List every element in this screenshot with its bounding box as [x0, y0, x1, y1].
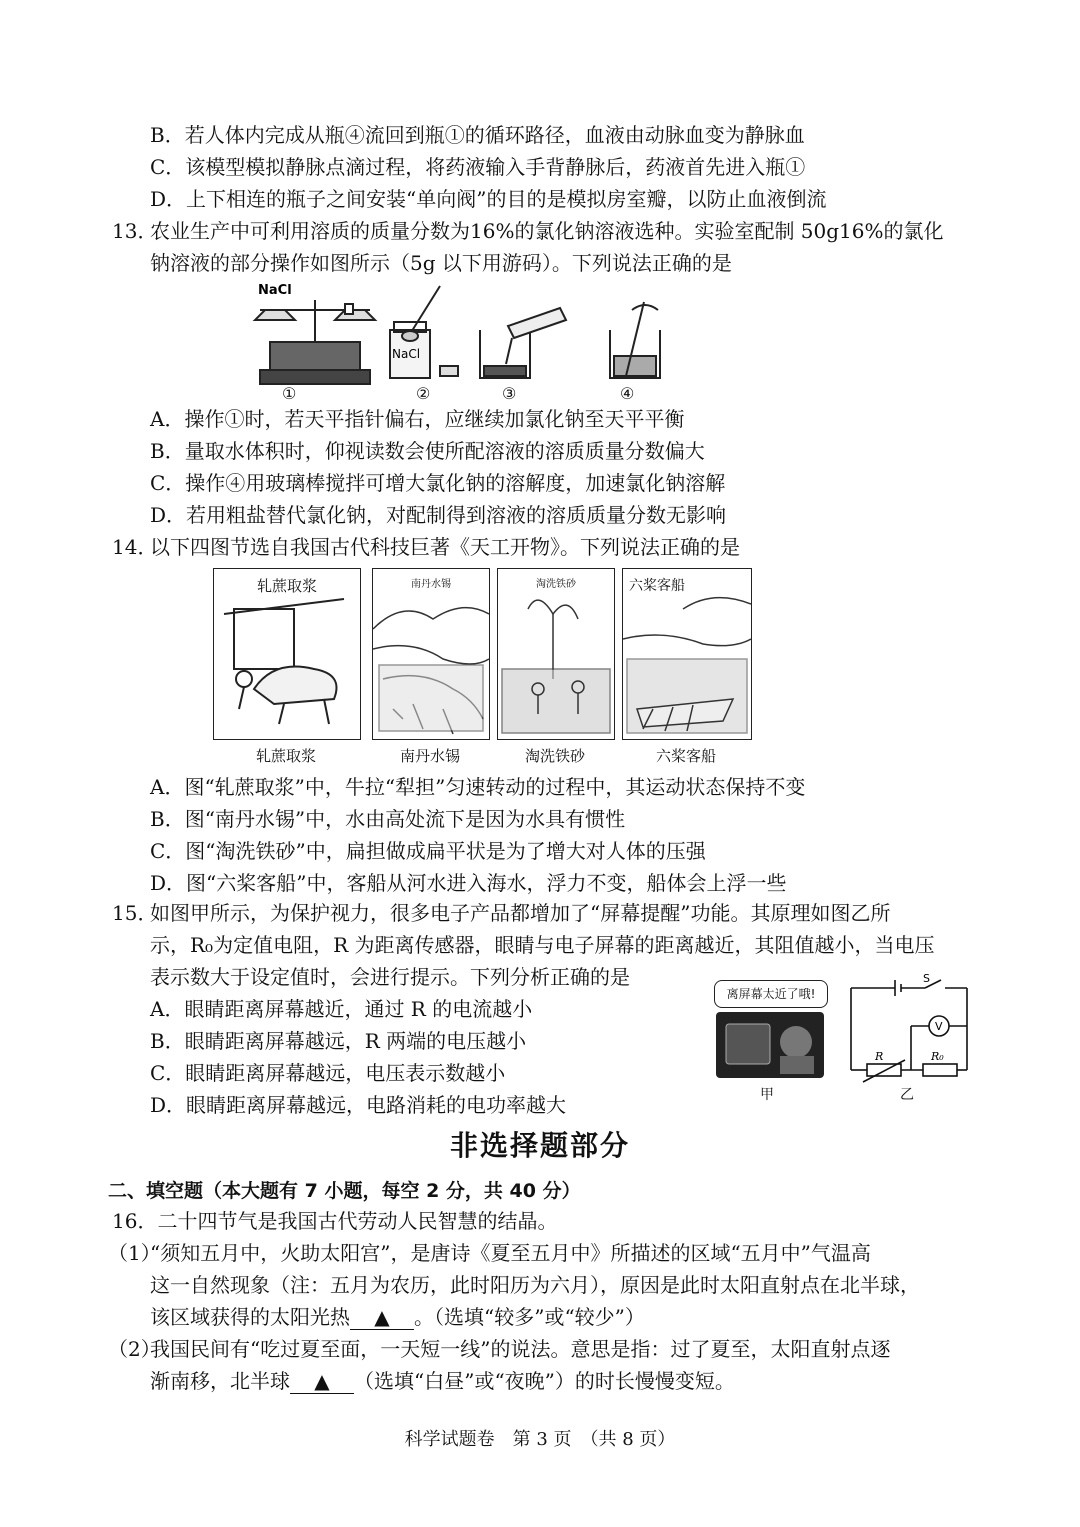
- q16-part1-line3-post: 。（选填“较多”或“较少”）: [414, 1305, 645, 1329]
- voltmeter-label: V: [935, 1020, 943, 1033]
- page-footer: 科学试题卷 第 3 页 （共 8 页）: [404, 1429, 676, 1450]
- q16-part2-line2: [150, 1366, 735, 1396]
- q13-option-d: D．若用粗盐替代氯化钠，对配制得到溶液的溶质质量分数无影响: [150, 503, 727, 527]
- q13-stem-line1: 农业生产中可利用溶质的质量分数为16%的氯化钠溶液选种。实验室配制 50g16%的氯化: [150, 219, 944, 243]
- fig-yi-label: 乙: [900, 1087, 914, 1103]
- picture-caption-liujiang: 六桨客船: [655, 747, 716, 765]
- q14-option-a: A．图“轧蔗取浆”中，牛拉“犁担”匀速转动的过程中，其运动状态保持不变: [150, 775, 806, 799]
- q16-part1-line3: [150, 1302, 645, 1332]
- stirring-beaker-illustration: [610, 302, 660, 378]
- q14-option-c: C．图“淘洗铁砂”中，扁担做成扁平状是为了增大对人体的压强: [150, 839, 706, 863]
- nacl-jar-label: NaCl: [392, 347, 421, 361]
- answer-blank-2[interactable]: ▲: [290, 1369, 354, 1394]
- q16-part2-line1: 我国民间有“吃过夏至面，一天短一线”的说法。意思是指：过了夏至，太阳直射点逐: [150, 1337, 891, 1361]
- q13-option-b: B．量取水体积时，仰视读数会使所配溶液的溶质质量分数偏大: [150, 439, 705, 463]
- phone-photo: [716, 1012, 824, 1078]
- picture-zhazhe: [213, 568, 361, 740]
- switch-label: S: [923, 974, 930, 985]
- solution-prep-illustration: [240, 280, 680, 400]
- q16-part2-label: （2）: [108, 1337, 161, 1361]
- picture-caption-taoxi: 淘洗铁砂: [524, 747, 585, 765]
- q16-part2-line2-post: （选填“白昼”或“夜晚”）的时长慢慢变短。: [354, 1369, 735, 1393]
- picture-caption-zhazhe: 轧蔗取浆: [255, 747, 316, 765]
- resistor-r0-label: R₀: [931, 1050, 944, 1063]
- step-mark-2: ②: [416, 384, 431, 403]
- nacl-jar-illustration: [390, 286, 458, 378]
- mountain-water-drawing: [373, 569, 489, 739]
- circuit-diagram: [845, 974, 975, 1084]
- step-mark-4: ④: [620, 384, 635, 403]
- answer-blank-1[interactable]: ▲: [350, 1305, 414, 1330]
- q15-stem-line1: 如图甲所示，为保护视力，很多电子产品都增加了“屏幕提醒”功能。其原理如图乙所: [150, 901, 891, 925]
- q16-part1-label: （1）: [108, 1241, 161, 1265]
- q13-option-c: C．操作④用玻璃棒搅拌可增大氯化钠的溶解度，加速氯化钠溶解: [150, 471, 726, 495]
- picture-inner-title: 轧蔗取浆: [256, 577, 317, 595]
- q13-stem-line2: 钠溶液的部分操作如图所示（5g 以下用游码）。下列说法正确的是: [150, 251, 732, 275]
- iron-sand-drawing: [498, 569, 614, 739]
- section-title: 非选择题部分: [449, 1129, 630, 1162]
- q14-number: 14．: [112, 535, 158, 559]
- picture-inner-title: 淘洗铁砂: [536, 579, 576, 590]
- q15-number: 15．: [112, 901, 158, 925]
- picture-caption-nandan: 南丹水锡: [399, 747, 460, 765]
- q13-number: 13．: [112, 219, 158, 243]
- q16-part1-line1: “须知五月中，火助太阳宫”，是唐诗《夏至五月中》所描述的区域“五月中”气温高: [150, 1241, 871, 1265]
- picture-taoxi: [497, 568, 615, 740]
- q15-stem-line2: 示，R₀为定值电阻，R 为距离传感器，眼睛与电子屏幕的距离越近，其阻值越小，当电压: [150, 933, 935, 957]
- picture-inner-title: 六桨客船: [629, 578, 685, 594]
- q15-stem-line3: 表示数大于设定值时，会进行提示。下列分析正确的是: [150, 965, 630, 989]
- picture-nandan: [372, 568, 490, 740]
- q14-option-d: D．图“六桨客船”中，客船从河水进入海水，浮力不变，船体会上浮一些: [150, 871, 787, 895]
- q15-option-d: D．眼睛距离屏幕越远，电路消耗的电功率越大: [150, 1093, 567, 1117]
- q15-option-a: A．眼睛距离屏幕越近，通过 R 的电流越小: [150, 997, 533, 1021]
- balance-illustration: [255, 300, 375, 384]
- ox-press-drawing: [214, 569, 360, 739]
- q13-figure: [240, 280, 680, 400]
- reminder-bubble: 离屏幕太近了哦!: [714, 980, 828, 1008]
- nacl-top-label: NaCl: [258, 283, 292, 298]
- step-mark-1: ①: [282, 384, 297, 403]
- six-oar-boat-drawing: [623, 569, 751, 739]
- phone-user-drawing: [716, 1012, 824, 1078]
- fig-jia-label: 甲: [760, 1087, 774, 1103]
- step-mark-3: ③: [502, 384, 517, 403]
- picture-inner-title: 南丹水锡: [411, 579, 451, 590]
- q12-option-b: B．若人体内完成从瓶④流回到瓶①的循环路径，血液由动脉血变为静脉血: [150, 123, 805, 147]
- picture-liujiang: [622, 568, 752, 740]
- q13-option-a: A．操作①时，若天平指针偏右，应继续加氯化钠至天平平衡: [150, 407, 685, 431]
- q12-option-c: C．该模型模拟静脉点滴过程，将药液输入手背静脉后，药液首先进入瓶①: [150, 155, 806, 179]
- q16-stem: 16．二十四节气是我国古代劳动人民智慧的结晶。: [112, 1209, 558, 1233]
- section-heading: 二、填空题（本大题有 7 小题，每空 2 分，共 40 分）: [108, 1180, 581, 1202]
- pouring-beaker-illustration: [480, 308, 566, 378]
- q14-stem: 以下四图节选自我国古代科技巨著《天工开物》。下列说法正确的是: [150, 535, 740, 559]
- sensor-r-label: R: [875, 1050, 884, 1063]
- q16-part1-line3-pre: 该区域获得的太阳光热: [150, 1305, 350, 1329]
- q12-option-d: D．上下相连的瓶子之间安装“单向阀”的目的是模拟房室瓣，以防止血液倒流: [150, 187, 827, 211]
- q14-option-b: B．图“南丹水锡”中，水由高处流下是因为水具有惯性: [150, 807, 626, 831]
- q16-part2-line2-pre: 渐南移，北半球: [150, 1369, 290, 1393]
- q15-option-b: B．眼睛距离屏幕越远，R 两端的电压越小: [150, 1029, 527, 1053]
- q15-option-c: C．眼睛距离屏幕越远，电压表示数越小: [150, 1061, 506, 1085]
- q16-part1-line2: 这一自然现象（注：五月为农历，此时阳历为六月），原因是此时太阳直射点在北半球，: [150, 1273, 920, 1297]
